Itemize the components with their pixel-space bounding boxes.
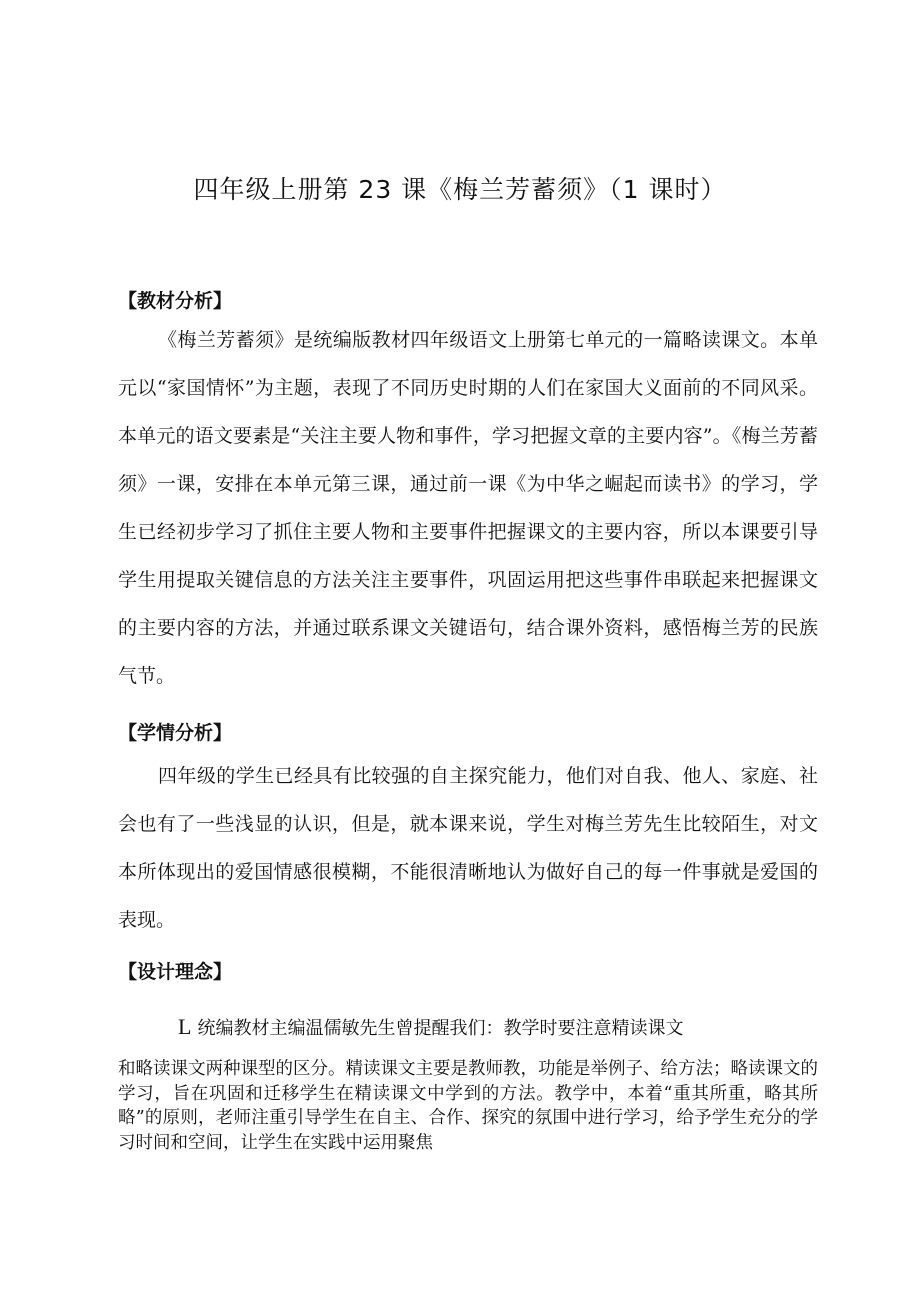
design-concept-lead-text: 统编教材主编温儒敏先生曾提醒我们：教学时要注意精读课文 xyxy=(197,1018,684,1039)
section-heading-student-analysis: 【学情分析】 xyxy=(118,722,233,744)
section-text-student-analysis: 四年级的学生已经具有比较强的自主探究能力，他们对自我、他人、家庭、社会也有了一些浅显的认识，但是，就本课来说，学生对梅兰芳先生比较陌生，对文本所体现出的爱国情感很模糊，不能很清晰地认为做好自己的每一件事就是爱国的表现。 xyxy=(118,765,818,931)
section-heading-design-concept: 【设计理念】 xyxy=(118,961,233,983)
section-text-design-concept: 和略读课文两种课型的区分。精读课文主要是教师教，功能是举例子、给方法；略读课文的学习，旨在巩固和迁移学生在精读课文中学到的方法。教学中，本着“重其所重，略其所略”的原则，老师注重引导学生在自主、合作、探究的氛围中进行学习，给予学生充分的学习时间和空间，让学生在实践中运用聚焦 xyxy=(118,1059,818,1153)
design-concept-lead-line xyxy=(178,1014,683,1040)
list-marker: L xyxy=(178,1014,192,1039)
section-heading-textbook-analysis: 【教材分析】 xyxy=(118,290,233,312)
document-title: 四年级上册第 23 课《梅兰芳蓄须》（1 课时） xyxy=(193,175,727,204)
section-text-textbook-analysis: 《梅兰芳蓄须》是统编版教材四年级语文上册第七单元的一篇略读课文。本单元以“家国情怀”为主题，表现了不同历史时期的人们在家国大义面前的不同风采。本单元的语文要素是“关注主要人物和事件，学习把握文章的主要内容”。《梅兰芳蓄须》一课，安排在本单元第三课，通过前一课《为中华之崛起而读书》的学习，学生已经初步学习了抓住主要人物和主要事件把握课文的主要内容，所以本课要引导学生用提取关键信息的方法关注主要事件，巩固运用把这些事件串联起来把握课文的主要内容的方法，并通过联系课文关键语句，结合课外资料，感悟梅兰芳的民族气节。 xyxy=(118,329,818,687)
